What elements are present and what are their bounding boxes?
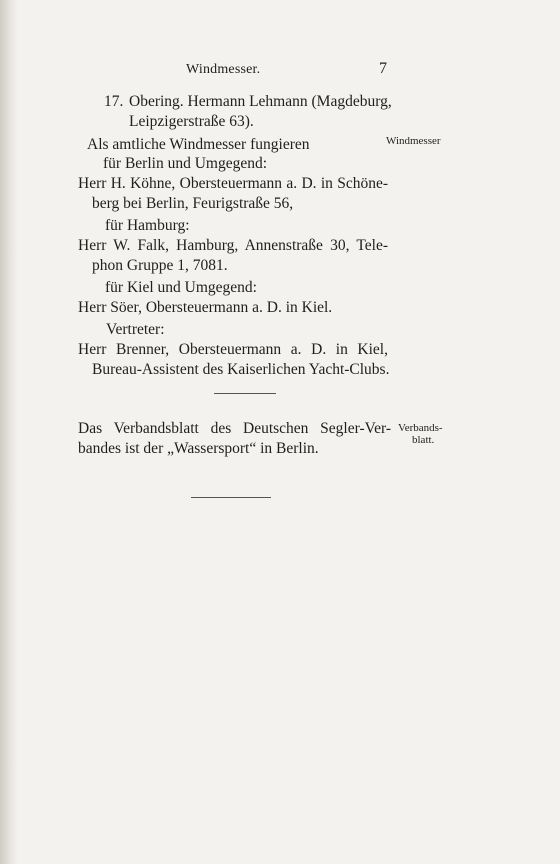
running-header-title: Windmesser. (186, 62, 261, 77)
margin-note-verbandsblatt-1: Verbands- (398, 422, 443, 434)
berlin-heading: für Berlin und Umgegend: (103, 155, 268, 172)
vertreter-line-1: Herr Brenner, Obersteuermann a. D. in Kiel, (78, 341, 388, 358)
verbandsblatt-line-2: bandes ist der „Wassersport“ in Berlin. (78, 440, 319, 457)
vertreter-heading: Vertreter: (106, 321, 165, 338)
berlin-line-2: berg bei Berlin, Feurigstraße 56, (92, 195, 294, 212)
entry-17-number: 17. (104, 93, 124, 110)
entry-17-line-1: Obering. Hermann Lehmann (Magdeburg, (129, 93, 392, 110)
entry-17-line-2: Leipzigerstraße 63). (129, 113, 254, 130)
end-divider-rule (191, 497, 271, 498)
hamburg-line-1: Herr W. Falk, Hamburg, Annenstraße 30, Tele- (78, 237, 388, 254)
windmesser-intro: Als amtliche Windmesser fungieren (87, 136, 310, 153)
page-spine-shadow (0, 0, 18, 864)
vertreter-line-2: Bureau-Assistent des Kaiserlichen Yacht-Clubs. (92, 361, 390, 378)
margin-note-verbandsblatt-2: blatt. (412, 434, 435, 446)
berlin-line-1: Herr H. Köhne, Obersteuermann a. D. in Schöne- (78, 175, 388, 192)
page-number: 7 (379, 60, 387, 77)
hamburg-heading: für Hamburg: (105, 217, 190, 234)
kiel-heading: für Kiel und Umgegend: (105, 279, 257, 296)
hamburg-line-2: phon Gruppe 1, 7081. (92, 257, 228, 274)
verbandsblatt-line-1: Das Verbandsblatt des Deutschen Segler-Ver- (78, 420, 391, 437)
section-divider-rule (214, 393, 276, 394)
kiel-line-1: Herr Söer, Obersteuermann a. D. in Kiel. (78, 299, 333, 316)
margin-note-windmesser: Windmesser (386, 135, 441, 147)
